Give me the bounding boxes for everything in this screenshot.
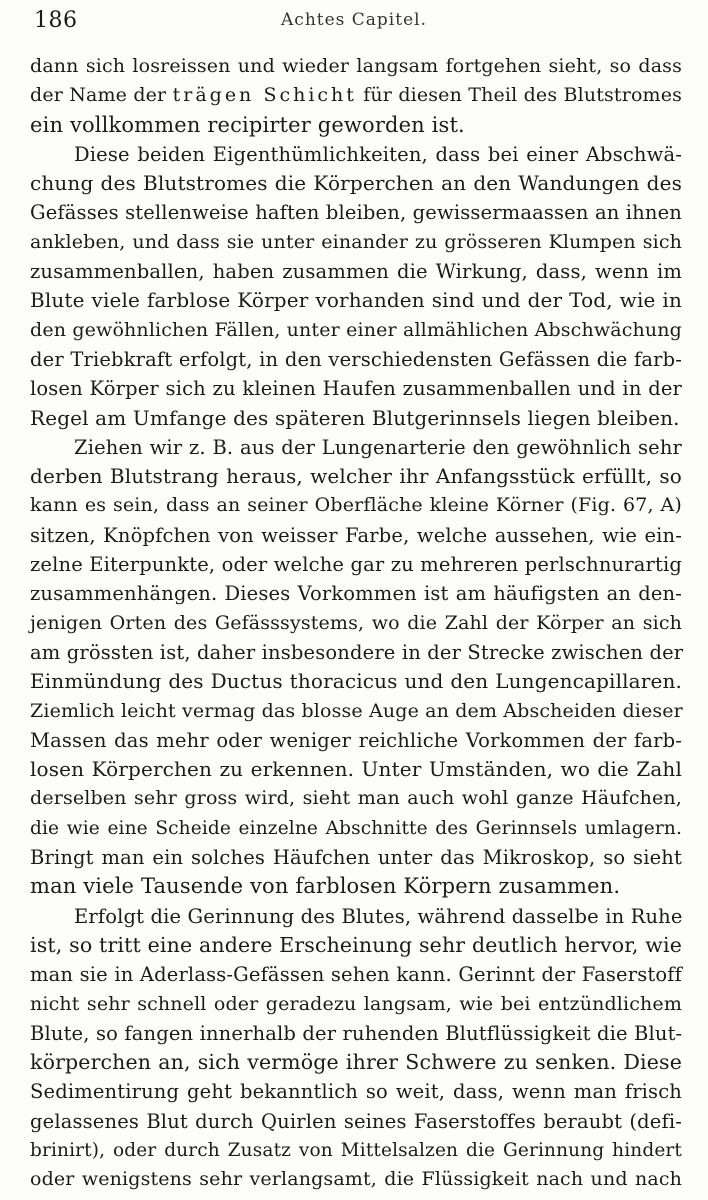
text-line: jenigen Orten des Gefässsystems, wo die Zahl der Körper an sich <box>30 611 682 634</box>
text-line: sitzen, Knöpfchen von weisser Farbe, welche aussehen, wie ein- <box>30 523 682 547</box>
spaced-term: trägen Schicht <box>172 84 357 107</box>
text-line: zelne Eiterpunkte, oder welche gar zu mehreren perlschnurartig <box>30 553 682 577</box>
page-header <box>28 4 680 38</box>
text-line: zusammenballen, haben zusammen die Wirkung, dass, wenn im <box>30 260 682 284</box>
text-line: ist, so tritt eine andere Erscheinung sehr deutlich hervor, wie <box>30 932 682 957</box>
running-head: Achtes Capitel. <box>281 10 427 30</box>
text-line: am grössten ist, daher insbesondere in der Strecke zwischen der <box>30 640 684 664</box>
text-line: körperchen an, sich vermöge ihrer Schwere zu senken. Diese <box>30 1050 682 1075</box>
page-number: 186 <box>34 8 78 33</box>
text-line: Blute, so fangen innerhalb der ruhenden Blutflüssigkeit die Blut- <box>30 1021 683 1045</box>
text-line: der Triebkraft erfolgt, in den verschiedensten Gefässen die farb- <box>30 347 682 371</box>
text-segment: für diesen Theil des Blutstromes <box>356 84 683 107</box>
text-line: zusammenhängen. Dieses Vorkommen ist am häufigsten an den- <box>30 582 682 606</box>
text-line: losen Körper sich zu kleinen Haufen zusammenballen und in der <box>30 377 682 401</box>
text-line: den gewöhnlichen Fällen, unter einer allmählichen Abschwächung <box>30 318 682 341</box>
text-line: Erfolgt die Gerinnung des Blutes, während dasselbe in Ruhe <box>74 904 683 928</box>
text-line: Sedimentirung geht bekanntlich so weit, dass, wenn man frisch <box>30 1080 682 1104</box>
text-line: Blute viele farblose Körper vorhanden sind und der Tod, wie in <box>30 288 682 313</box>
text-line: Diese beiden Eigenthümlichkeiten, dass bei einer Abschwä- <box>74 142 682 166</box>
text-line: derben Blutstrang heraus, welcher ihr Anfangsstück erfüllt, so <box>30 464 682 489</box>
text-line: kann es sein, dass an seiner Oberfläche kleine Körner (Fig. 67, A) <box>30 494 682 517</box>
text-line: Regel am Umfange des späteren Blutgerinnsels liegen bleiben. <box>30 405 680 430</box>
text-line: Einmündung des Ductus thoracicus und den Lungencapillaren. <box>30 669 682 694</box>
text-line: Bringt man ein solches Häufchen unter das Mikroskop, so sieht <box>30 846 682 870</box>
text-line: Gefässes stellenweise haften bleiben, gewissermaassen an ihnen <box>30 201 682 225</box>
text-line <box>30 81 682 110</box>
body-text <box>30 52 682 1195</box>
text-line: Ziehen wir z. B. aus der Lungenarterie den gewöhnlich sehr <box>74 435 682 459</box>
text-line: oder wenigstens sehr verlangsamt, die Flüssigkeit nach und nach <box>30 1168 682 1191</box>
text-line: dann sich losreissen und wieder langsam fortgehen sieht, so dass <box>30 55 682 77</box>
text-line: chung des Blutstromes die Körperchen an den Wandungen des <box>30 171 682 196</box>
text-line: derselben sehr gross wird, sieht man auch wohl ganze Häufchen, <box>30 787 682 810</box>
text-line: gelassenes Blut durch Quirlen seines Faserstoffes beraubt (defi- <box>30 1109 682 1133</box>
text-line: man sie in Aderlass-Gefässen sehen kann. Gerinnt der Faserstoff <box>30 963 682 987</box>
text-line: die wie eine Scheide einzelne Abschnitte des Gerinnsels umlagern. <box>30 817 682 839</box>
text-line: Ziemlich leicht vermag das blosse Auge an dem Abscheiden dieser <box>30 699 683 722</box>
text-line: man viele Tausende von farblosen Körpern zusammen. <box>30 874 621 899</box>
text-line: brinirt), oder durch Zusatz von Mittelsalzen die Gerinnung hindert <box>30 1139 682 1161</box>
text-line: losen Körperchen zu erkennen. Unter Umständen, wo die Zahl <box>30 757 682 782</box>
text-line: ankleben, und dass sie unter einander zu grösseren Klumpen sich <box>30 230 682 253</box>
text-line: ein vollkommen recipirter geworden ist. <box>30 112 465 137</box>
text-line: Massen das mehr oder weniger reichliche Vorkommen der farb- <box>30 728 682 752</box>
text-line: nicht sehr schnell oder geradezu langsam, wie bei entzündlichem <box>30 992 682 1015</box>
text-segment: der Name der <box>30 84 173 107</box>
